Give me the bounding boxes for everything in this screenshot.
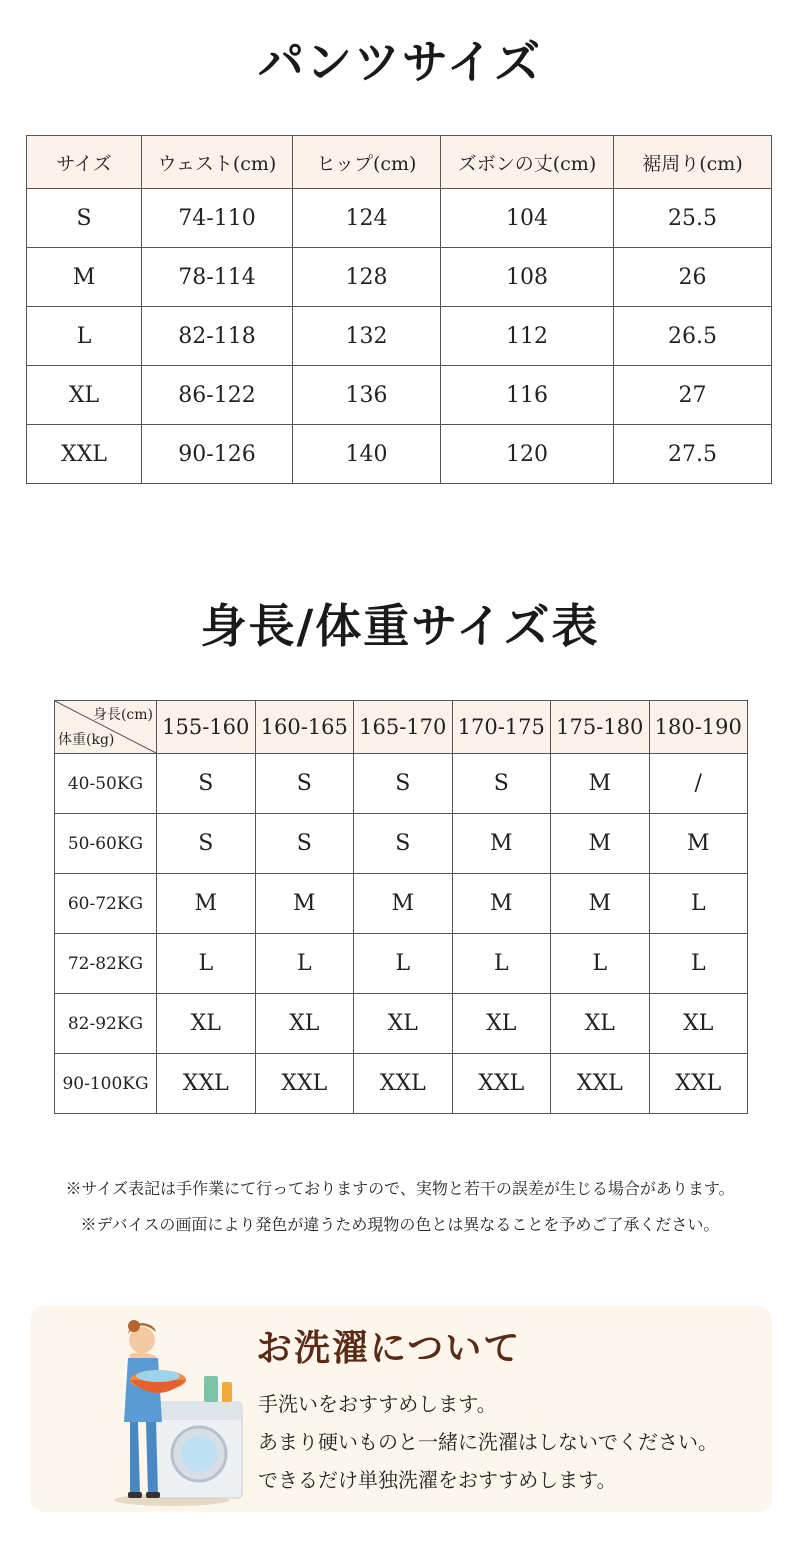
row-label: 72-82KG: [55, 934, 157, 994]
table-cell: M: [157, 874, 256, 934]
table-row: [27, 248, 772, 307]
table-cell: 26.5: [614, 307, 772, 366]
laundry-panel: [30, 1306, 772, 1512]
column-header: 160-165: [255, 701, 354, 754]
table-cell: XXL: [551, 1054, 650, 1114]
weight-axis-label: 体重(kg): [58, 732, 115, 748]
table-cell: S: [157, 754, 256, 814]
height-weight-table: [54, 700, 748, 1114]
table-cell: S: [354, 754, 453, 814]
column-header: ヒップ(cm): [293, 136, 441, 189]
table-cell: L: [551, 934, 650, 994]
corner-header: [55, 701, 157, 754]
table-row: [55, 814, 748, 874]
height-axis-label: 身長(cm): [92, 707, 153, 723]
table-cell: L: [255, 934, 354, 994]
table-cell: M: [452, 874, 551, 934]
table-cell: L: [27, 307, 142, 366]
table-cell: 124: [293, 189, 441, 248]
table-cell: 25.5: [614, 189, 772, 248]
laundry-line: 手洗いをおすすめします。: [258, 1392, 497, 1416]
column-header: 170-175: [452, 701, 551, 754]
table-cell: 108: [441, 248, 614, 307]
column-header: 裾周り(cm): [614, 136, 772, 189]
table-cell: S: [255, 814, 354, 874]
row-label: 90-100KG: [55, 1054, 157, 1114]
column-header: サイズ: [27, 136, 142, 189]
table-cell: XL: [551, 994, 650, 1054]
column-header: 155-160: [157, 701, 256, 754]
table-cell: 78-114: [142, 248, 293, 307]
table-cell: S: [27, 189, 142, 248]
table-cell: L: [157, 934, 256, 994]
table-cell: M: [551, 814, 650, 874]
table-cell: 27.5: [614, 425, 772, 484]
table-cell: 116: [441, 366, 614, 425]
table-row: [27, 189, 772, 248]
table-cell: M: [27, 248, 142, 307]
table-cell: 27: [614, 366, 772, 425]
table-row: [55, 934, 748, 994]
table-header-row: [27, 136, 772, 189]
table-cell: XL: [649, 994, 748, 1054]
table-row: [27, 425, 772, 484]
pants-size-table: [26, 135, 772, 484]
table-row: [27, 307, 772, 366]
table-header-row: [55, 701, 748, 754]
table-cell: XXL: [649, 1054, 748, 1114]
row-label: 40-50KG: [55, 754, 157, 814]
pants-size-title: パンツサイズ: [257, 35, 543, 89]
column-header: ウェスト(cm): [142, 136, 293, 189]
table-cell: 26: [614, 248, 772, 307]
table-cell: L: [452, 934, 551, 994]
table-cell: L: [354, 934, 453, 994]
table-cell: 136: [293, 366, 441, 425]
table-cell: 120: [441, 425, 614, 484]
column-header: ズボンの丈(cm): [441, 136, 614, 189]
table-cell: 74-110: [142, 189, 293, 248]
height-weight-title: 身長/体重サイズ表: [200, 599, 600, 653]
table-row: [27, 366, 772, 425]
laundry-line: できるだけ単独洗濯をおすすめします。: [258, 1468, 617, 1492]
table-cell: 140: [293, 425, 441, 484]
table-cell: S: [452, 754, 551, 814]
table-cell: XL: [157, 994, 256, 1054]
table-cell: XL: [27, 366, 142, 425]
table-cell: 104: [441, 189, 614, 248]
table-cell: S: [354, 814, 453, 874]
table-cell: 112: [441, 307, 614, 366]
table-cell: XXL: [27, 425, 142, 484]
table-row: [55, 994, 748, 1054]
table-cell: M: [354, 874, 453, 934]
table-cell: M: [551, 874, 650, 934]
table-cell: M: [649, 814, 748, 874]
table-cell: XL: [255, 994, 354, 1054]
column-header: 175-180: [551, 701, 650, 754]
row-label: 50-60KG: [55, 814, 157, 874]
table-cell: XL: [452, 994, 551, 1054]
table-cell: XXL: [452, 1054, 551, 1114]
column-header: 180-190: [649, 701, 748, 754]
row-label: 60-72KG: [55, 874, 157, 934]
laundry-line: あまり硬いものと一緒に洗濯はしないでください。: [258, 1430, 718, 1454]
table-cell: L: [649, 874, 748, 934]
table-cell: M: [551, 754, 650, 814]
row-label: 82-92KG: [55, 994, 157, 1054]
table-cell: 86-122: [142, 366, 293, 425]
laundry-title: お洗濯について: [256, 1327, 522, 1369]
table-cell: 90-126: [142, 425, 293, 484]
table-cell: XXL: [157, 1054, 256, 1114]
table-row: [55, 754, 748, 814]
table-cell: 128: [293, 248, 441, 307]
table-cell: XL: [354, 994, 453, 1054]
color-note: ※デバイスの画面により発色が違うため現物の色とは異なることを予めご了承ください。: [80, 1215, 720, 1234]
table-cell: M: [452, 814, 551, 874]
table-cell: 132: [293, 307, 441, 366]
table-cell: S: [255, 754, 354, 814]
laundry-woman-illustration: [100, 1314, 250, 1510]
table-cell: S: [157, 814, 256, 874]
size-note: ※サイズ表記は手作業にて行っておりますので、実物と若干の誤差が生じる場合があります。: [65, 1179, 735, 1198]
table-cell: XXL: [354, 1054, 453, 1114]
table-row: [55, 1054, 748, 1114]
table-cell: 82-118: [142, 307, 293, 366]
table-cell: L: [649, 934, 748, 994]
table-row: [55, 874, 748, 934]
table-cell: XXL: [255, 1054, 354, 1114]
column-header: 165-170: [354, 701, 453, 754]
table-cell: M: [255, 874, 354, 934]
table-cell: /: [649, 754, 748, 814]
